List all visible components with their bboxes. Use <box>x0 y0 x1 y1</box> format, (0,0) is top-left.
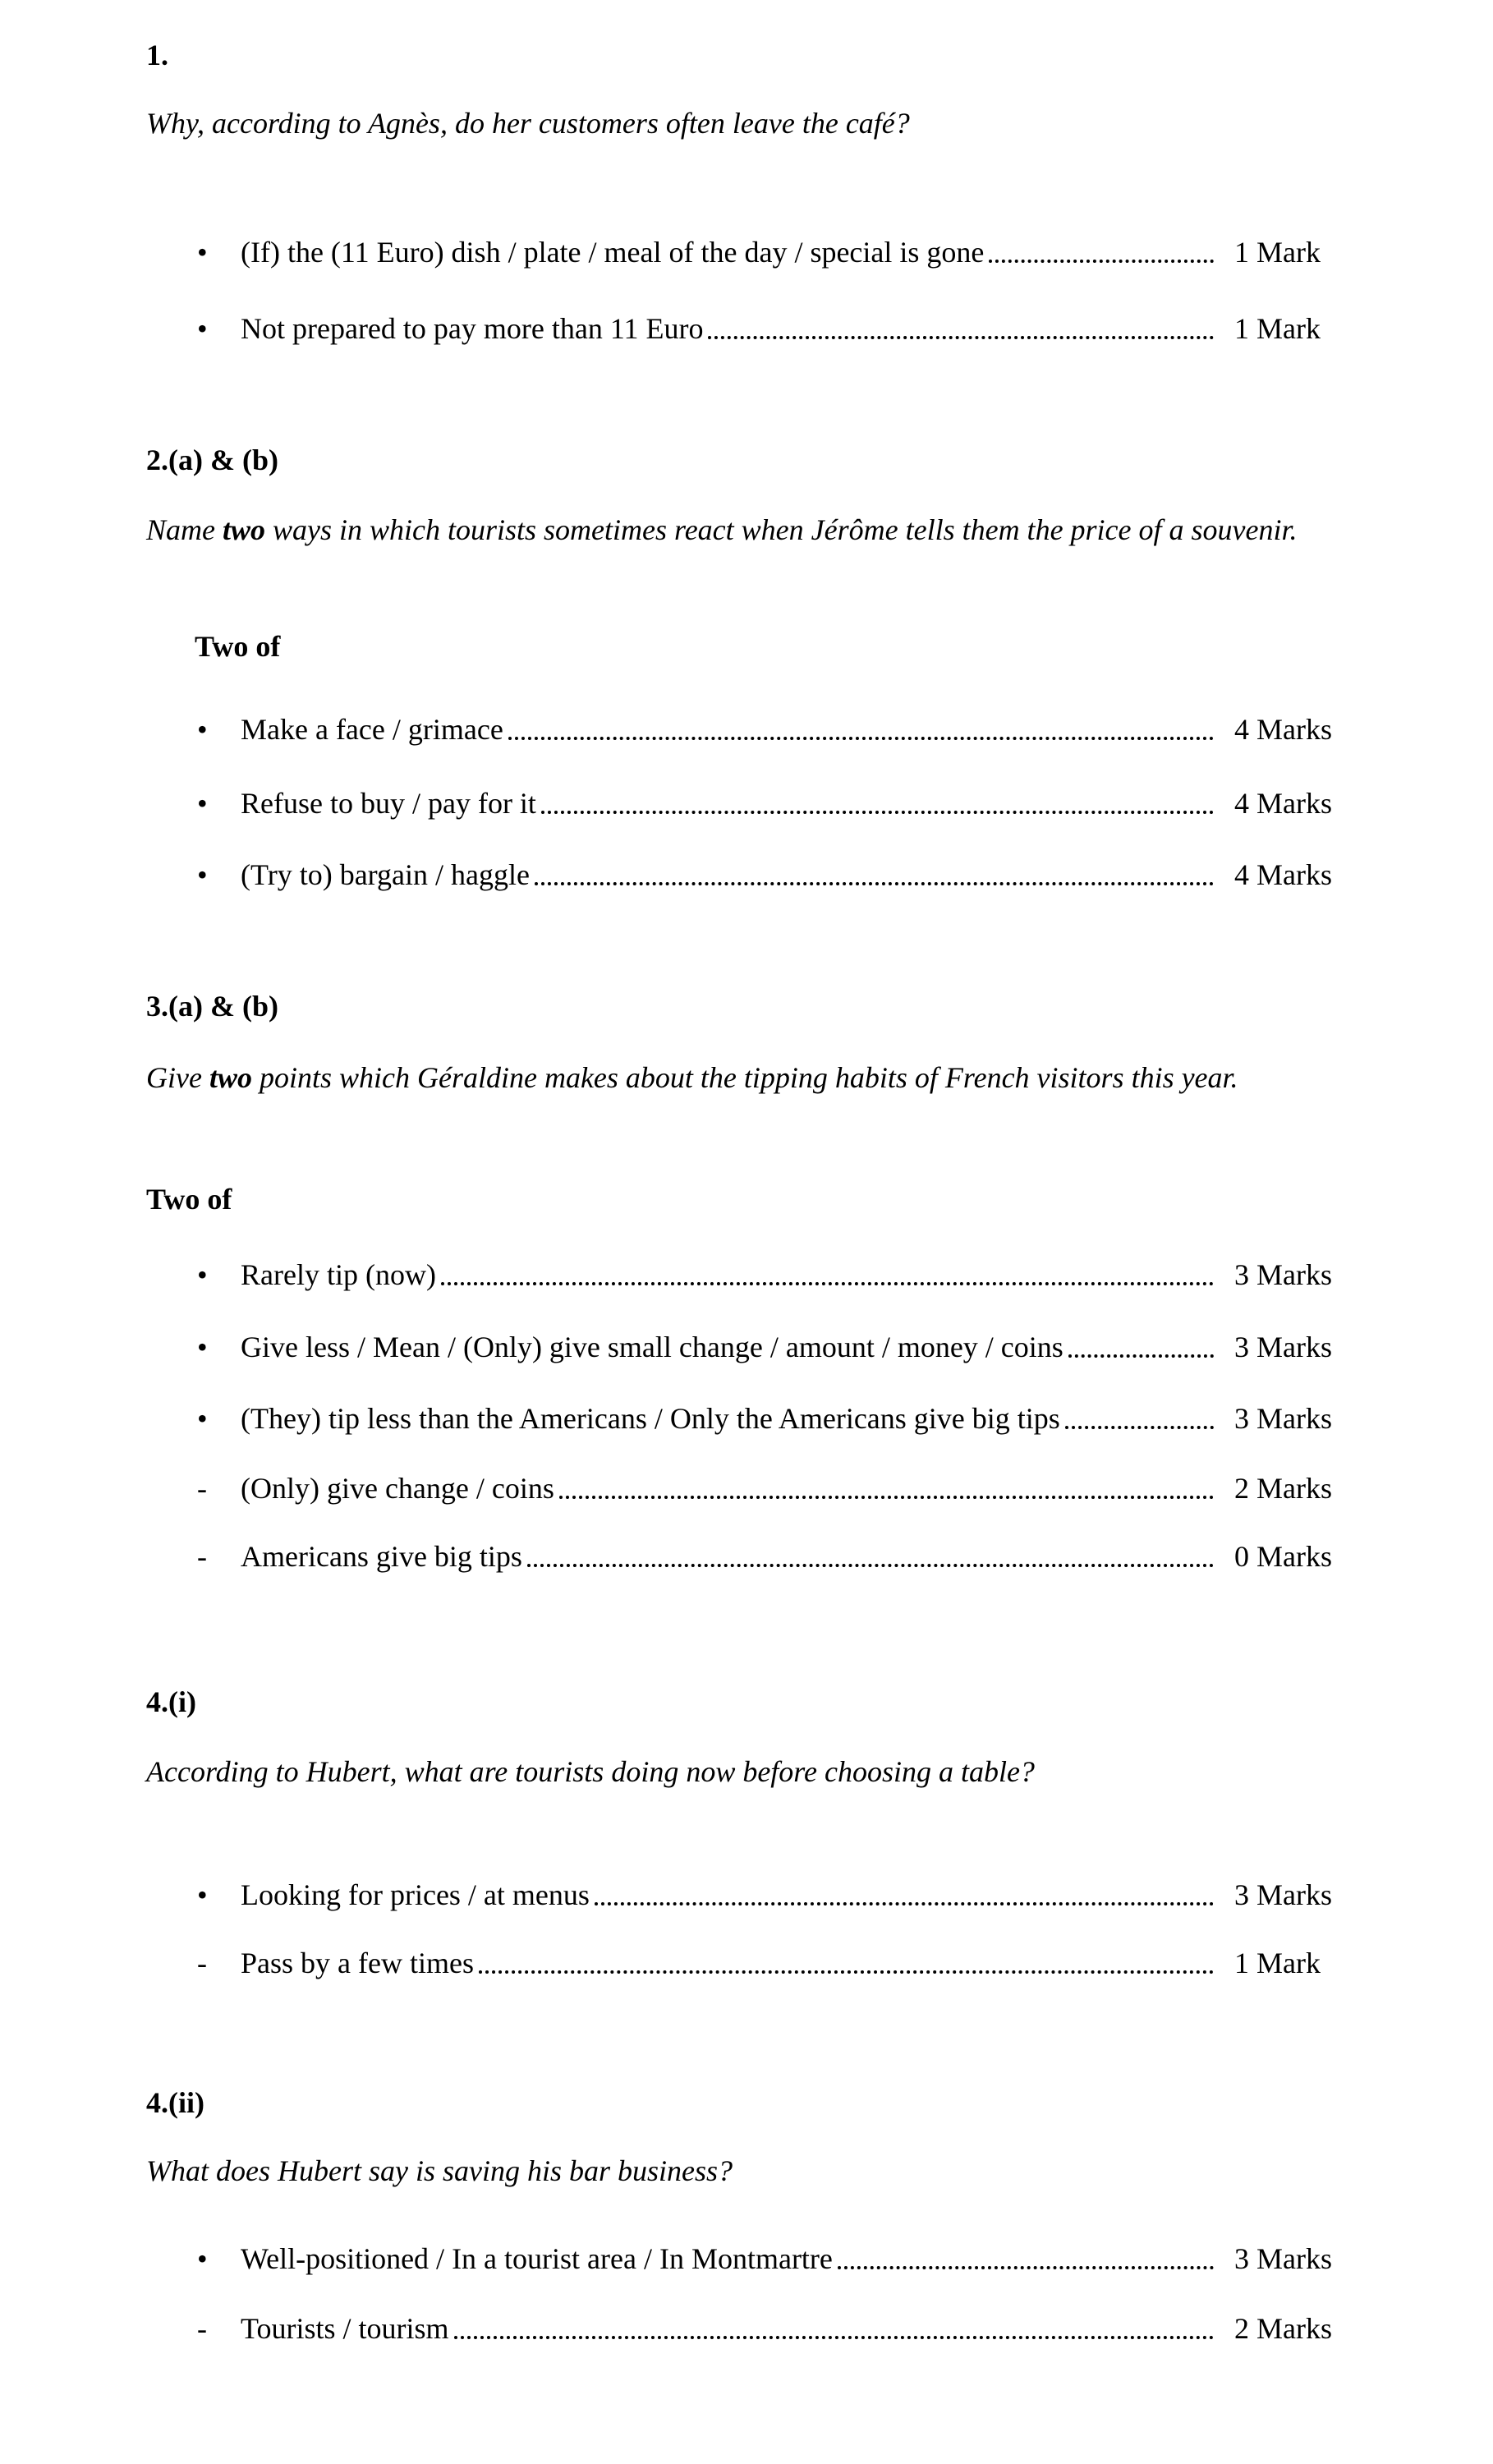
answer-text: (If) the (11 Euro) dish / plate / meal of the day / special is gone <box>241 236 985 269</box>
dot-leader <box>508 737 1214 740</box>
answer-item <box>197 786 1347 821</box>
question-text: Why, according to Agnès, do her customers often leave the café? <box>146 107 910 140</box>
answer-text: Not prepared to pay more than 11 Euro <box>241 312 704 345</box>
bullet-marker: • <box>197 312 208 345</box>
question-bold-text: two <box>209 1061 252 1094</box>
marks-label: 4 Marks <box>1234 858 1332 891</box>
bullet-marker: • <box>197 1258 208 1291</box>
dot-leader <box>535 882 1214 885</box>
bullet-marker: • <box>197 2242 208 2275</box>
dash-marker: - <box>197 1540 207 1573</box>
answer-item <box>197 1539 1347 1574</box>
dot-leader <box>559 1496 1214 1499</box>
answer-item <box>197 1878 1347 1912</box>
answer-item <box>197 857 1347 892</box>
marks-label: 2 Marks <box>1234 1472 1332 1505</box>
marks-label: 2 Marks <box>1234 2312 1332 2345</box>
answer-item <box>197 1471 1347 1506</box>
bullet-marker: • <box>197 1878 208 1911</box>
bullet-marker: • <box>197 1331 208 1363</box>
section-4i-number: 4.(i) <box>146 1685 196 1718</box>
section-2-number: 2.(a) & (b) <box>146 444 278 476</box>
section-4ii-number: 4.(ii) <box>146 2086 204 2119</box>
answer-text: Looking for prices / at menus <box>241 1878 590 1911</box>
dot-leader <box>441 1282 1214 1285</box>
answer-text: (Try to) bargain / haggle <box>241 858 530 891</box>
marks-label: 4 Marks <box>1234 713 1332 746</box>
answer-item <box>197 712 1347 747</box>
dot-leader <box>479 1970 1214 1974</box>
marks-label: 1 Mark <box>1234 236 1321 269</box>
answer-text: Give less / Mean / (Only) give small change / amount / money / coins <box>241 1331 1063 1363</box>
dot-leader <box>1068 1354 1214 1358</box>
answer-text: Americans give big tips <box>241 1540 522 1573</box>
answer-item <box>197 1401 1347 1436</box>
answer-text: Well-positioned / In a tourist area / In Montmartre <box>241 2242 833 2275</box>
marks-label: 0 Marks <box>1234 1540 1332 1573</box>
answer-text: Refuse to buy / pay for it <box>241 787 536 820</box>
question-text: What does Hubert say is saving his bar business? <box>146 2154 733 2187</box>
answer-item <box>197 235 1347 269</box>
marks-label: 3 Marks <box>1234 1331 1332 1363</box>
dash-marker: - <box>197 1472 207 1505</box>
marks-label: 4 Marks <box>1234 787 1332 820</box>
answer-item <box>197 2311 1347 2346</box>
answer-text: Rarely tip (now) <box>241 1258 436 1291</box>
dot-leader <box>541 811 1214 814</box>
answer-item <box>197 1946 1347 1980</box>
section-2-question <box>146 513 1347 547</box>
answer-text: (They) tip less than the Americans / Only the Americans give big tips <box>241 1402 1060 1435</box>
dot-leader <box>989 260 1214 263</box>
section-3-number: 3.(a) & (b) <box>146 990 278 1023</box>
section-1-question <box>146 106 1347 140</box>
marks-label: 3 Marks <box>1234 1258 1332 1291</box>
dot-leader <box>454 2336 1215 2339</box>
section-3-question <box>146 1060 1347 1095</box>
two-of-subheading: Two of <box>195 630 281 663</box>
answer-item <box>197 2241 1347 2276</box>
bullet-marker: • <box>197 236 208 269</box>
two-of-subheading: Two of <box>146 1183 232 1216</box>
bullet-marker: • <box>197 1402 208 1435</box>
question-text: Name <box>146 513 223 546</box>
dot-leader <box>708 336 1214 339</box>
dash-marker: - <box>197 1947 207 1979</box>
answer-text: Tourists / tourism <box>241 2312 449 2345</box>
bullet-marker: • <box>197 858 208 891</box>
answer-item <box>197 1257 1347 1292</box>
section-4i-question <box>146 1754 1347 1789</box>
bullet-marker: • <box>197 713 208 746</box>
marks-label: 1 Mark <box>1234 1947 1321 1979</box>
dot-leader <box>527 1564 1214 1567</box>
answer-item <box>197 1330 1347 1364</box>
question-text: ways in which tourists sometimes react when Jérôme tells them the price of a souvenir. <box>265 513 1298 546</box>
question-bold-text: two <box>223 513 266 546</box>
answer-text: Pass by a few times <box>241 1947 474 1979</box>
marks-label: 3 Marks <box>1234 1878 1332 1911</box>
dot-leader <box>595 1902 1214 1905</box>
question-text: According to Hubert, what are tourists doing now before choosing a table? <box>146 1755 1035 1788</box>
dot-leader <box>838 2266 1214 2269</box>
question-text: points which Géraldine makes about the tipping habits of French visitors this year. <box>251 1061 1238 1094</box>
dash-marker: - <box>197 2312 207 2345</box>
bullet-marker: • <box>197 787 208 820</box>
marks-label: 3 Marks <box>1234 2242 1332 2275</box>
answer-text: Make a face / grimace <box>241 713 503 746</box>
question-text: Give <box>146 1061 209 1094</box>
answer-item <box>197 311 1347 346</box>
marks-label: 3 Marks <box>1234 1402 1332 1435</box>
section-1-number: 1. <box>146 39 168 71</box>
answer-text: (Only) give change / coins <box>241 1472 554 1505</box>
section-4ii-question <box>146 2154 1347 2188</box>
marks-label: 1 Mark <box>1234 312 1321 345</box>
dot-leader <box>1065 1426 1214 1429</box>
